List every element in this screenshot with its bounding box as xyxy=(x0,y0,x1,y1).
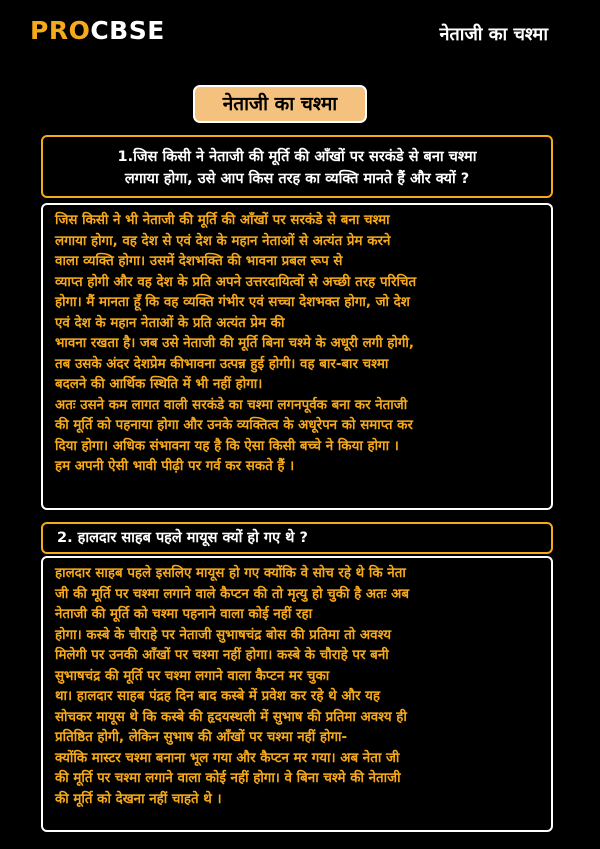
answer-2-line: हालदार साहब पहले इसलिए मायूस हो गए क्योंकि वे सोच रहे थे कि नेता xyxy=(55,566,406,581)
question-2-line: 2. हालदार साहब पहले मायूस क्यों हो गए थे ? xyxy=(57,530,308,546)
question-2-box xyxy=(41,522,553,554)
question-1-line: लगाया होगा, उसे आप किस तरह का व्यक्ति मानते हैं और क्यों ? xyxy=(124,171,470,187)
answer-1-line: अतः उसने कम लागत वाली सरकंडे का चश्मा लगनपूर्वक बना कर नेताजी xyxy=(55,397,408,413)
answer-2-box xyxy=(41,556,553,832)
answer-1-line: भावना रखता है। जब उसे नेताजी की मूर्ति बिना चश्मे के अधूरी लगी होगी, xyxy=(55,336,414,351)
answer-1-line: व्याप्त होगी और वह देश के प्रति अपने उत्तरदायित्वों से अच्छी तरह परिचित xyxy=(55,274,417,290)
answer-1-line: जिस किसी ने भी नेताजी की मूर्ति की आँखों पर सरकंडे से बना चश्मा xyxy=(55,213,390,228)
answer-2-line: नेताजी की मूर्ति को चश्मा पहनाने वाला कोई नहीं रहा xyxy=(55,607,313,622)
answer-1-line: वाला व्यक्ति होगा। उसमें देशभक्ति की भावना प्रबल रूप से xyxy=(55,254,343,269)
answer-1-line: दिया होगा। अधिक संभावना यह है कि ऐसा किसी बच्चे ने किया होगा । xyxy=(55,438,399,454)
answer-1-line: तब उसके अंदर देशप्रेम कीभावना उत्पन्न हुई होगी। वह बार-बार चश्मा xyxy=(55,356,389,372)
answer-1-line: हम अपनी ऐसी भावी पीढ़ी पर गर्व कर सकते हैं । xyxy=(55,459,295,474)
answer-1-line: लगाया होगा, वह देश से एवं देश के महान नेताओं से अत्यंत प्रेम करने xyxy=(55,233,391,249)
answer-1-line: की मूर्ति को पहनाया होगा और उनके व्यक्तित्व के अधूरेपन को समाप्त कर xyxy=(55,418,413,433)
answer-2-line: की मूर्ति पर चश्मा लगाने वाला कोई नहीं होगा। वे बिना चश्मे की नेताजी xyxy=(55,771,401,786)
chapter-title: नेताजी का चश्मा xyxy=(193,85,367,123)
answer-1-box xyxy=(41,203,553,510)
answer-2-line: क्योंकि मास्टर चश्मा बनाना भूल गया और कैप्टन मर गया। अब नेता जी xyxy=(55,750,400,766)
answer-2-line: मिलेगी पर उनकी आँखों पर चश्मा नहीं होगा। कस्बे के चौराहे पर बनी xyxy=(55,648,389,663)
answer-1-line: बदलने की आर्थिक स्थिति में भी नहीं होगा। xyxy=(55,377,263,392)
answer-2-line: जी की मूर्ति पर चश्मा लगाने वाले कैप्टन की तो मृत्यु हो चुकी है अतः अब xyxy=(55,586,410,602)
answer-2-line: प्रतिष्ठित होगी, लेकिन सुभाष की आँखों पर चश्मा नहीं होगा- xyxy=(55,730,348,745)
answer-1-line: होगा। मैं मानता हूँ कि वह व्यक्ति गंभीर एवं सच्चा देशभक्त होगा, जो देश xyxy=(55,295,410,310)
answer-2-line: की मूर्ति को देखना नहीं चाहते थे । xyxy=(55,791,222,807)
logo-cbse-text: CBSE xyxy=(90,16,165,45)
answer-2-line: सोचकर मायूस थे कि कस्बे की हृदयस्थली में सुभाष की प्रतिमा अवश्य ही xyxy=(55,709,407,725)
procbse-logo xyxy=(30,16,165,45)
answer-2-line: होगा। कस्बे के चौराहे पर नेताजी सुभाषचंद्र बोस की प्रतिमा तो अवश्य xyxy=(55,627,392,643)
answer-1-line: एवं देश के महान नेताओं के प्रति अत्यंत प्रेम की xyxy=(55,315,285,331)
question-1-line: 1.जिस किसी ने नेताजी की मूर्ति की आँखों पर सरकंडे से बना चश्मा xyxy=(117,149,477,165)
answer-2-line: था। हालदार साहब पंद्रह दिन बाद कस्बे में प्रवेश कर रहे थे और यह xyxy=(55,689,381,704)
page-header xyxy=(0,0,600,64)
answer-2-line: सुभाषचंद्र की मूर्ति पर चश्मा लगाने वाला कैप्टन मर चुका xyxy=(55,668,330,684)
question-1-box xyxy=(41,135,553,198)
logo-pro-text: PRO xyxy=(30,16,91,45)
chapter-topic: नेताजी का चश्मा xyxy=(439,24,548,45)
